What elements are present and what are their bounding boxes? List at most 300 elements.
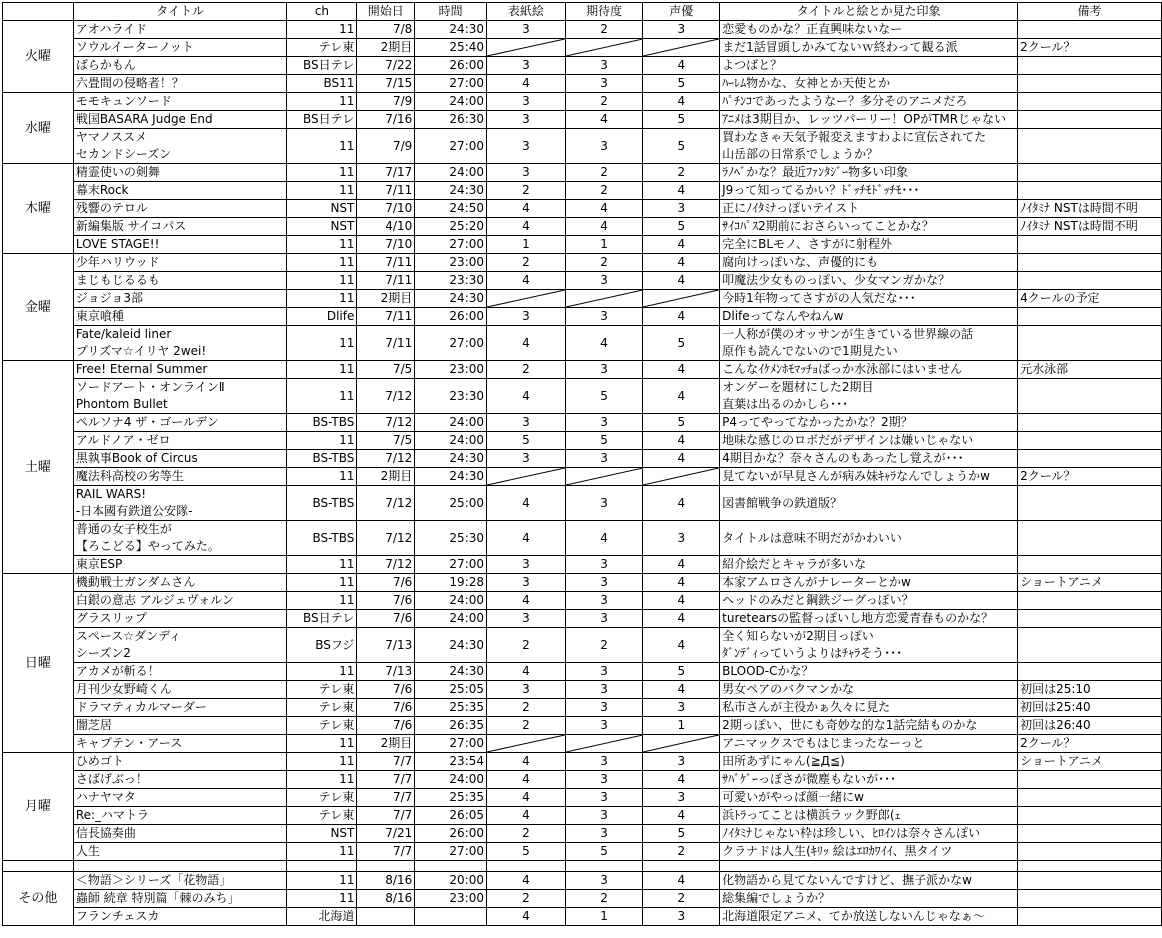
expect-score-cell: 1	[565, 236, 643, 254]
note-cell	[1018, 450, 1162, 468]
table-row	[3, 468, 1162, 486]
time-cell: 24:30	[415, 290, 487, 308]
separator-cell	[1018, 861, 1162, 872]
start-date-cell: 7/9	[357, 93, 415, 111]
impression-cell	[720, 200, 1018, 218]
expect-score-cell: 3	[565, 308, 643, 326]
impression-line: ｱﾆﾒは3期目か、レッツパーリー！OPがTMRじゃない	[722, 112, 1007, 126]
time-cell: 23:30	[415, 379, 487, 414]
voice-not-rated	[643, 39, 720, 57]
diagonal-slash-icon	[487, 290, 565, 307]
header-channel: ch	[287, 3, 357, 21]
cover-score-cell: 3	[487, 556, 566, 574]
voice-score-cell: 4	[643, 308, 720, 326]
time-cell: 23:00	[415, 890, 487, 908]
voice-score-cell: 4	[643, 628, 720, 663]
start-date-cell: 7/6	[357, 681, 415, 699]
channel-cell: 11	[287, 21, 357, 39]
title-cell	[73, 556, 287, 574]
cover-score-cell: 4	[487, 908, 566, 926]
day-label: 土曜	[3, 361, 74, 574]
note-cell	[1018, 843, 1162, 861]
voice-score-cell: 2	[643, 843, 720, 861]
cover-score-cell: 4	[487, 326, 566, 361]
diagonal-slash-icon	[643, 735, 719, 752]
start-date-cell: 7/5	[357, 361, 415, 379]
diagonal-slash-icon	[643, 39, 719, 56]
note-cell: ショートアニメ	[1018, 574, 1162, 592]
impression-line: 北海道限定アニメ、てか放送しないんじゃなぁ～	[722, 909, 985, 923]
title-line: さばげぶっ！	[75, 772, 148, 786]
expect-score-cell: 2	[565, 254, 643, 272]
start-date-cell: 7/6	[357, 592, 415, 610]
note-cell	[1018, 21, 1162, 39]
expect-score-cell: 3	[565, 486, 643, 521]
start-date-cell: 7/22	[357, 57, 415, 75]
expect-score-cell: 3	[565, 57, 643, 75]
voice-score-cell: 4	[643, 486, 720, 521]
time-cell: 27:00	[415, 735, 487, 753]
channel-cell: BS日テレ	[287, 610, 357, 628]
expect-score-cell: 4	[565, 200, 643, 218]
title-line: キャプテン・アース	[75, 736, 183, 750]
impression-cell	[720, 432, 1018, 450]
diagonal-slash-icon	[566, 735, 643, 752]
title-line: ばらかもん	[75, 58, 136, 72]
separator-cell	[73, 861, 287, 872]
note-cell	[1018, 432, 1162, 450]
start-date-cell: 7/6	[357, 574, 415, 592]
time-cell: 27:00	[415, 843, 487, 861]
note-cell	[1018, 326, 1162, 361]
time-cell: 24:30	[415, 663, 487, 681]
title-cell	[73, 468, 287, 486]
voice-score-cell: 3	[643, 200, 720, 218]
channel-cell: 11	[287, 872, 357, 890]
impression-line: 男女ペアのバクマンかな	[722, 682, 855, 696]
cover-score-cell: 3	[487, 111, 566, 129]
cover-score-cell: 4	[487, 379, 566, 414]
table-row	[3, 182, 1162, 200]
table-row	[3, 486, 1162, 521]
time-cell: 24:00	[415, 414, 487, 432]
impression-line: 可愛いがやっぱ顔一緒にw	[722, 790, 864, 804]
impression-cell	[720, 218, 1018, 236]
title-line: アオハライド	[75, 22, 148, 36]
table-row	[3, 236, 1162, 254]
title-cell	[73, 290, 287, 308]
channel-cell: BS11	[287, 75, 357, 93]
impression-cell	[720, 872, 1018, 890]
header-title: タイトル	[73, 3, 287, 21]
impression-line: アニマックスでもはじまったなーっと	[722, 736, 925, 750]
expect-score-cell: 3	[565, 75, 643, 93]
time-cell: 19:28	[415, 574, 487, 592]
note-cell	[1018, 236, 1162, 254]
separator-cell	[357, 861, 415, 872]
title-cell	[73, 129, 287, 164]
table-row	[3, 129, 1162, 164]
table-row	[3, 200, 1162, 218]
table-row	[3, 807, 1162, 825]
expect-score-cell: 2	[565, 21, 643, 39]
note-cell	[1018, 414, 1162, 432]
title-line: Free! Eternal Summer	[75, 362, 208, 376]
note-cell: 初回は25:40	[1018, 699, 1162, 717]
title-line: Re:_ハマトラ	[75, 808, 150, 822]
impression-line: ﾗﾉﾍﾞかな？最近ﾌｧﾝﾀｼﾞｰ物多い印象	[722, 165, 909, 179]
table-row	[3, 414, 1162, 432]
voice-score-cell: 4	[643, 182, 720, 200]
note-cell: 初回は26:40	[1018, 717, 1162, 735]
start-date-cell: 7/13	[357, 628, 415, 663]
voice-score-cell: 4	[643, 272, 720, 290]
cover-score-cell: 3	[487, 129, 566, 164]
start-date-cell: 7/21	[357, 825, 415, 843]
title-line: 六畳間の侵略者！？	[75, 76, 184, 90]
start-date-cell: 7/11	[357, 326, 415, 361]
channel-cell: 11	[287, 556, 357, 574]
table-row	[3, 681, 1162, 699]
title-line: 人生	[75, 844, 100, 858]
cover-score-cell: 4	[487, 663, 566, 681]
title-line: 【ろこどる】やってみた。	[75, 539, 220, 553]
channel-cell: 11	[287, 432, 357, 450]
impression-cell	[720, 290, 1018, 308]
header-impression: タイトルと絵とか見た印象	[720, 3, 1018, 21]
start-date-cell: 7/12	[357, 414, 415, 432]
expect-score-cell: 3	[565, 592, 643, 610]
note-cell	[1018, 57, 1162, 75]
title-cell	[73, 111, 287, 129]
time-cell: 26:35	[415, 717, 487, 735]
start-date-cell: 7/10	[357, 200, 415, 218]
title-cell	[73, 789, 287, 807]
cover-score-cell: 3	[487, 21, 566, 39]
note-cell	[1018, 129, 1162, 164]
table-row	[3, 164, 1162, 182]
time-cell: 26:00	[415, 825, 487, 843]
impression-cell	[720, 825, 1018, 843]
voice-score-cell: 4	[643, 556, 720, 574]
impression-line: 地味な感じのロボだがデザインは嫌いじゃない	[722, 433, 974, 447]
title-line: ひめゴト	[75, 754, 124, 768]
expect-score-cell: 4	[565, 111, 643, 129]
start-date-cell: 7/6	[357, 717, 415, 735]
cover-score-cell: 2	[487, 890, 566, 908]
title-line: モモキュンソード	[75, 94, 172, 108]
impression-cell	[720, 326, 1018, 361]
start-date-cell: 7/11	[357, 272, 415, 290]
time-cell: 23:30	[415, 272, 487, 290]
start-date-cell: 7/17	[357, 164, 415, 182]
cover-score-cell: 2	[487, 717, 566, 735]
day-label: 金曜	[3, 254, 74, 361]
title-line: 新編集版 サイコパス	[75, 219, 187, 233]
separator-row	[3, 861, 1162, 872]
impression-line: 見てないが早見さんが病み妹ｷｬﾗなんでしょうかw	[722, 469, 990, 483]
title-cell	[73, 681, 287, 699]
impression-line: ｻﾊﾞｹﾞｰっぽさが微塵もないが･･･	[722, 772, 897, 786]
channel-cell: 11	[287, 254, 357, 272]
impression-cell	[720, 908, 1018, 926]
cover-score-cell: 3	[487, 414, 566, 432]
title-cell	[73, 308, 287, 326]
separator-cell	[415, 861, 487, 872]
title-line: ドラマティカルマーダー	[75, 700, 207, 714]
channel-cell: 11	[287, 236, 357, 254]
impression-cell	[720, 663, 1018, 681]
cover-not-rated	[487, 468, 566, 486]
voice-score-cell: 2	[643, 890, 720, 908]
cover-score-cell: 4	[487, 592, 566, 610]
anime-schedule-table	[2, 2, 1162, 926]
voice-score-cell: 4	[643, 361, 720, 379]
start-date-cell: 2期目	[357, 468, 415, 486]
title-line: まじもじるるも	[75, 273, 160, 287]
title-line: 黒執事Book of Circus	[75, 451, 198, 465]
channel-cell: 11	[287, 182, 357, 200]
expect-score-cell: 3	[565, 872, 643, 890]
channel-cell: テレ東	[287, 789, 357, 807]
impression-line: ﾊﾟﾁﾝｺであったようなー？多分そのアニメだろ	[722, 94, 968, 108]
title-line: 東京ESP	[75, 557, 123, 571]
impression-cell	[720, 789, 1018, 807]
cover-score-cell: 5	[487, 843, 566, 861]
note-cell	[1018, 628, 1162, 663]
impression-line: まだ1話冒頭しかみてないｗ終わって観る派	[722, 40, 958, 54]
impression-line: J9って知ってるかい？ﾄﾞｯﾁﾓﾄﾞｯﾁﾓ･･･	[722, 183, 920, 197]
start-date-cell: 7/11	[357, 182, 415, 200]
note-cell	[1018, 872, 1162, 890]
voice-score-cell: 4	[643, 450, 720, 468]
voice-score-cell: 5	[643, 111, 720, 129]
diagonal-slash-icon	[487, 735, 565, 752]
title-line: -日本國有鉄道公安隊-	[75, 504, 193, 518]
channel-cell: テレ東	[287, 699, 357, 717]
table-row	[3, 771, 1162, 789]
table-row	[3, 735, 1162, 753]
start-date-cell: 7/12	[357, 556, 415, 574]
start-date-cell: 2期目	[357, 39, 415, 57]
time-cell: 24:30	[415, 628, 487, 663]
impression-cell	[720, 236, 1018, 254]
title-cell	[73, 361, 287, 379]
channel-cell: 11	[287, 468, 357, 486]
diagonal-slash-icon	[566, 290, 643, 307]
title-cell	[73, 93, 287, 111]
start-date-cell: 4/10	[357, 218, 415, 236]
expect-score-cell: 3	[565, 753, 643, 771]
diagonal-slash-icon	[487, 39, 565, 56]
note-cell	[1018, 592, 1162, 610]
start-date-cell: 7/7	[357, 789, 415, 807]
title-line: ペルソナ4 ザ・ゴールデン	[75, 415, 219, 429]
cover-score-cell: 3	[487, 57, 566, 75]
impression-cell	[720, 272, 1018, 290]
header-cover-art: 表紙絵	[487, 3, 566, 21]
voice-score-cell: 3	[643, 753, 720, 771]
impression-line: 買わなきゃ天気予報変えますわよに宣伝されてた	[722, 130, 987, 144]
title-line: 普通の女子校生が	[75, 522, 172, 536]
channel-cell: 11	[287, 890, 357, 908]
expect-score-cell: 3	[565, 272, 643, 290]
title-cell	[73, 254, 287, 272]
impression-cell	[720, 468, 1018, 486]
note-cell	[1018, 908, 1162, 926]
impression-line: 直葉は出るのかしら･･･	[722, 397, 849, 411]
title-cell	[73, 825, 287, 843]
time-cell: 23:00	[415, 254, 487, 272]
start-date-cell: 7/15	[357, 75, 415, 93]
header-notes: 備考	[1018, 3, 1162, 21]
impression-line: 紹介絵だとキャラが多いな	[722, 557, 867, 571]
table-row	[3, 39, 1162, 57]
time-cell: 24:50	[415, 200, 487, 218]
note-cell: ショートアニメ	[1018, 753, 1162, 771]
impression-line: turetearsの監督っぽいし地方恋愛青春ものかな？	[722, 611, 994, 625]
time-cell: 24:30	[415, 450, 487, 468]
cover-score-cell: 4	[487, 872, 566, 890]
voice-score-cell: 4	[643, 432, 720, 450]
channel-cell: Dlife	[287, 308, 357, 326]
title-line: 魔法科高校の劣等生	[75, 469, 184, 483]
table-row	[3, 592, 1162, 610]
diagonal-slash-icon	[643, 468, 719, 485]
voice-score-cell: 4	[643, 254, 720, 272]
table-row	[3, 628, 1162, 663]
day-label: その他	[3, 872, 74, 926]
title-line: ハナヤマタ	[75, 790, 136, 804]
title-cell	[73, 663, 287, 681]
expect-score-cell: 2	[565, 164, 643, 182]
note-cell	[1018, 182, 1162, 200]
expect-score-cell: 2	[565, 182, 643, 200]
voice-score-cell: 1	[643, 717, 720, 735]
cover-not-rated	[487, 735, 566, 753]
start-date-cell: 7/16	[357, 111, 415, 129]
expect-score-cell: 2	[565, 93, 643, 111]
title-cell	[73, 432, 287, 450]
title-cell	[73, 807, 287, 825]
channel-cell: BS-TBS	[287, 414, 357, 432]
impression-cell	[720, 21, 1018, 39]
expect-score-cell: 3	[565, 361, 643, 379]
channel-cell: 北海道	[287, 908, 357, 926]
cover-score-cell: 3	[487, 450, 566, 468]
channel-cell: 11	[287, 290, 357, 308]
table-row	[3, 21, 1162, 39]
title-cell	[73, 272, 287, 290]
impression-cell	[720, 75, 1018, 93]
impression-cell	[720, 361, 1018, 379]
impression-line: 田所あずにゃん(≧Д≦)	[722, 754, 845, 768]
voice-score-cell: 3	[643, 908, 720, 926]
channel-cell: 11	[287, 361, 357, 379]
note-cell: 4クールの予定	[1018, 290, 1162, 308]
impression-cell	[720, 717, 1018, 735]
note-cell	[1018, 379, 1162, 414]
cover-score-cell: 2	[487, 361, 566, 379]
voice-not-rated	[643, 735, 720, 753]
time-cell: 27:00	[415, 326, 487, 361]
cover-score-cell: 3	[487, 610, 566, 628]
impression-line: 私市さんが主役かぁ久々に見た	[722, 700, 891, 714]
impression-cell	[720, 39, 1018, 57]
time-cell: 24:30	[415, 182, 487, 200]
cover-score-cell: 4	[487, 75, 566, 93]
table-row	[3, 290, 1162, 308]
note-cell: ﾉｲﾀﾐﾅ NSTは時間不明	[1018, 218, 1162, 236]
title-cell	[73, 890, 287, 908]
note-cell	[1018, 486, 1162, 521]
channel-cell: テレ東	[287, 717, 357, 735]
impression-line: 化物語から見てないんですけど、撫子派かなw	[722, 873, 972, 887]
table-row	[3, 361, 1162, 379]
voice-score-cell: 4	[643, 379, 720, 414]
day-label: 日曜	[3, 574, 74, 753]
title-line: 戦国BASARA Judge End	[75, 112, 213, 126]
impression-line: 恋愛ものかな？正直興味ないなー	[722, 22, 903, 36]
voice-score-cell: 4	[643, 93, 720, 111]
diagonal-slash-icon	[643, 290, 719, 307]
expect-score-cell: 3	[565, 699, 643, 717]
expect-score-cell: 4	[565, 218, 643, 236]
cover-not-rated	[487, 290, 566, 308]
start-date-cell: 7/12	[357, 450, 415, 468]
title-line: スペース☆ダンディ	[75, 629, 182, 643]
expect-score-cell: 3	[565, 825, 643, 843]
time-cell: 24:00	[415, 93, 487, 111]
note-cell	[1018, 610, 1162, 628]
title-cell	[73, 57, 287, 75]
channel-cell: BS日テレ	[287, 111, 357, 129]
start-date-cell: 8/16	[357, 872, 415, 890]
impression-line: ｻｲｺﾊﾟｽ2期前におさらいってことかな？	[722, 219, 934, 233]
voice-score-cell: 4	[643, 610, 720, 628]
impression-cell	[720, 450, 1018, 468]
expect-score-cell: 3	[565, 771, 643, 789]
title-line: グラスリップ	[75, 611, 147, 625]
start-date-cell: 8/16	[357, 890, 415, 908]
voice-score-cell: 4	[643, 872, 720, 890]
title-cell	[73, 75, 287, 93]
cover-score-cell: 4	[487, 771, 566, 789]
title-cell	[73, 610, 287, 628]
channel-cell: 11	[287, 771, 357, 789]
table-row	[3, 890, 1162, 908]
title-cell	[73, 379, 287, 414]
title-line: フランチェスカ	[75, 909, 160, 923]
title-line: 白銀の意志 アルジェヴォルン	[75, 593, 234, 607]
time-cell: 24:00	[415, 610, 487, 628]
title-line: アカメが斬る！	[75, 664, 160, 678]
impression-cell	[720, 574, 1018, 592]
cover-score-cell: 4	[487, 218, 566, 236]
impression-line: 一人称が僕のオッサンが生きている世界線の話	[722, 327, 974, 341]
channel-cell: NST	[287, 825, 357, 843]
start-date-cell: 7/10	[357, 236, 415, 254]
note-cell	[1018, 789, 1162, 807]
impression-line: ﾊｰﾚﾑ物かな、女神とか天使とか	[722, 76, 891, 90]
note-cell	[1018, 254, 1162, 272]
note-cell: 2クール？	[1018, 468, 1162, 486]
channel-cell: 11	[287, 663, 357, 681]
voice-score-cell: 5	[643, 326, 720, 361]
expect-score-cell: 3	[565, 129, 643, 164]
start-date-cell: 7/7	[357, 771, 415, 789]
table-row	[3, 872, 1162, 890]
